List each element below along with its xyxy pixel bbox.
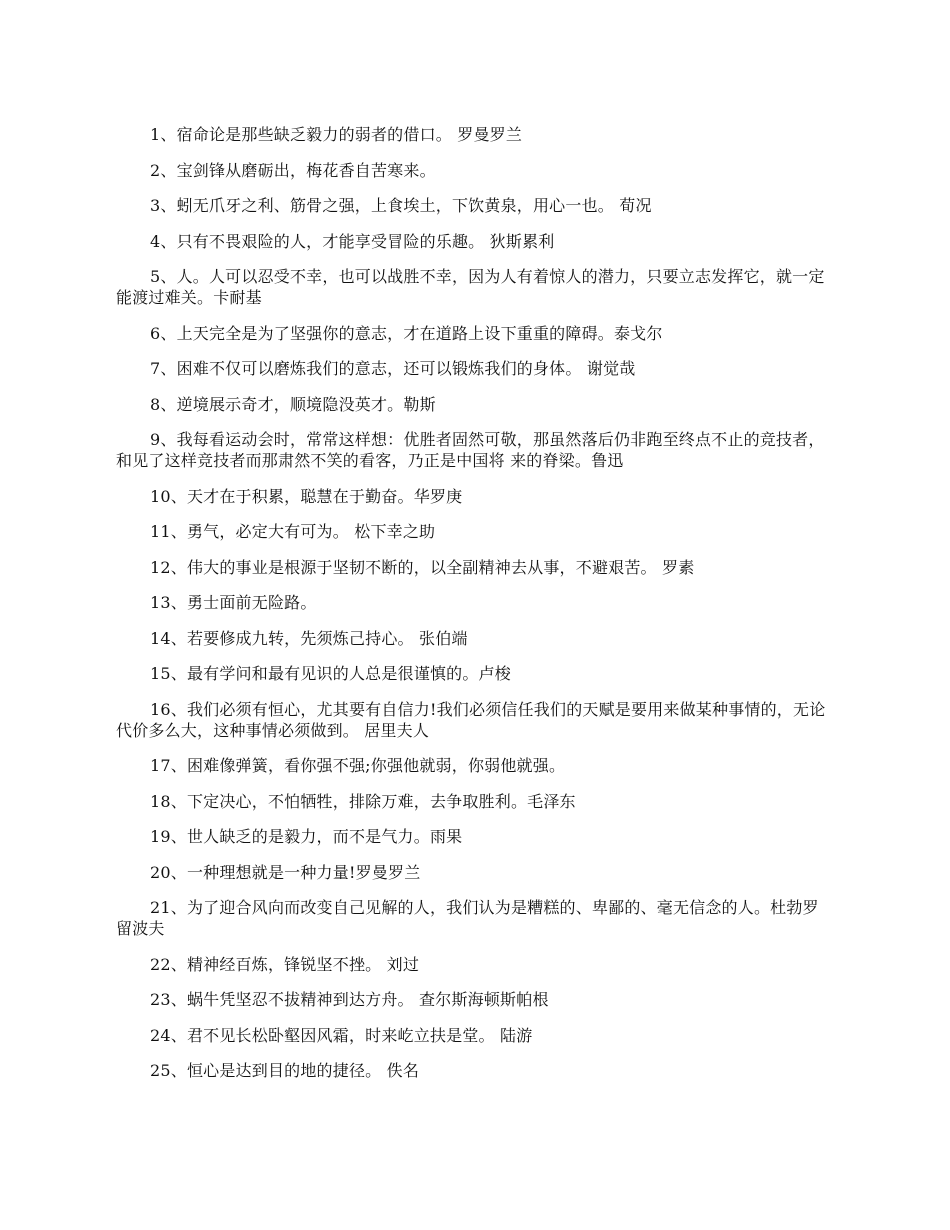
quote-item: 2、宝剑锋从磨砺出，梅花香自苦寒来。 bbox=[150, 160, 436, 180]
quote-item: 12、伟大的事业是根源于坚韧不断的，以全副精神去从事，不避艰苦。 罗素 bbox=[150, 557, 695, 577]
quote-item: 20、一种理想就是一种力量!罗曼罗兰 bbox=[150, 862, 421, 882]
quote-item: 5、人。人可以忍受不幸，也可以战胜不幸，因为人有着惊人的潜力，只要立志发挥它，就一定能渡过难关。卡耐基 bbox=[116, 267, 825, 307]
quote-item: 7、困难不仅可以磨炼我们的意志，还可以锻炼我们的身体。 谢觉哉 bbox=[150, 359, 636, 378]
quote-list bbox=[116, 124, 832, 1081]
quote-item: 19、世人缺乏的是毅力，而不是气力。雨果 bbox=[150, 827, 463, 846]
quote-item: 21、为了迎合风向而改变自己见解的人，我们认为是糟糕的、卑鄙的、毫无信念的人。杜勃罗留波夫 bbox=[116, 898, 819, 938]
quote-item: 18、下定决心，不怕牺牲，排除万难，去争取胜利。毛泽东 bbox=[150, 791, 576, 811]
quote-item: 9、我每看运动会时，常常这样想：优胜者固然可敬，那虽然落后仍非跑至终点不止的竞技者，和见了这样竞技者而那肃然不笑的看客，乃正是中国将 来的脊梁。鲁迅 bbox=[116, 430, 825, 470]
quote-item: 23、蜗牛凭坚忍不拔精神到达方舟。 查尔斯海顿斯帕根 bbox=[150, 990, 549, 1009]
quote-item: 24、君不见长松卧壑因风霜，时来屹立扶是堂。 陆游 bbox=[150, 1025, 533, 1045]
quote-item: 10、天才在于积累，聪慧在于勤奋。华罗庚 bbox=[150, 486, 463, 506]
quote-item: 13、勇士面前无险路。 bbox=[150, 593, 317, 612]
quote-item: 17、困难像弹簧，看你强不强;你强他就弱，你弱他就强。 bbox=[150, 756, 566, 775]
quote-item: 8、逆境展示奇才，顺境隐没英才。勒斯 bbox=[150, 394, 436, 414]
quote-item: 3、蚓无爪牙之利、筋骨之强，上食埃土，下饮黄泉，用心一也。 荀况 bbox=[150, 196, 652, 215]
quote-item: 6、上天完全是为了坚强你的意志，才在道路上设下重重的障碍。泰戈尔 bbox=[150, 323, 663, 343]
quote-item: 4、只有不畏艰险的人，才能享受冒险的乐趣。 狄斯累利 bbox=[150, 231, 555, 251]
quote-item: 25、恒心是达到目的地的捷径。 佚名 bbox=[150, 1061, 420, 1080]
quote-item: 14、若要修成九转，先须炼己持心。 张伯端 bbox=[150, 628, 468, 648]
quote-item: 11、勇气，必定大有可为。 松下幸之助 bbox=[150, 522, 436, 541]
quote-item: 22、精神经百炼，锋锐坚不挫。 刘过 bbox=[150, 954, 420, 974]
quote-item: 16、我们必须有恒心，尤其要有自信力!我们必须信任我们的天赋是要用来做某种事情的，无论代价多么大，这种事情必须做到。 居里夫人 bbox=[116, 699, 826, 740]
quote-item: 15、最有学问和最有见识的人总是很谨慎的。卢梭 bbox=[150, 664, 511, 683]
quote-item: 1、宿命论是那些缺乏毅力的弱者的借口。 罗曼罗兰 bbox=[150, 125, 523, 144]
